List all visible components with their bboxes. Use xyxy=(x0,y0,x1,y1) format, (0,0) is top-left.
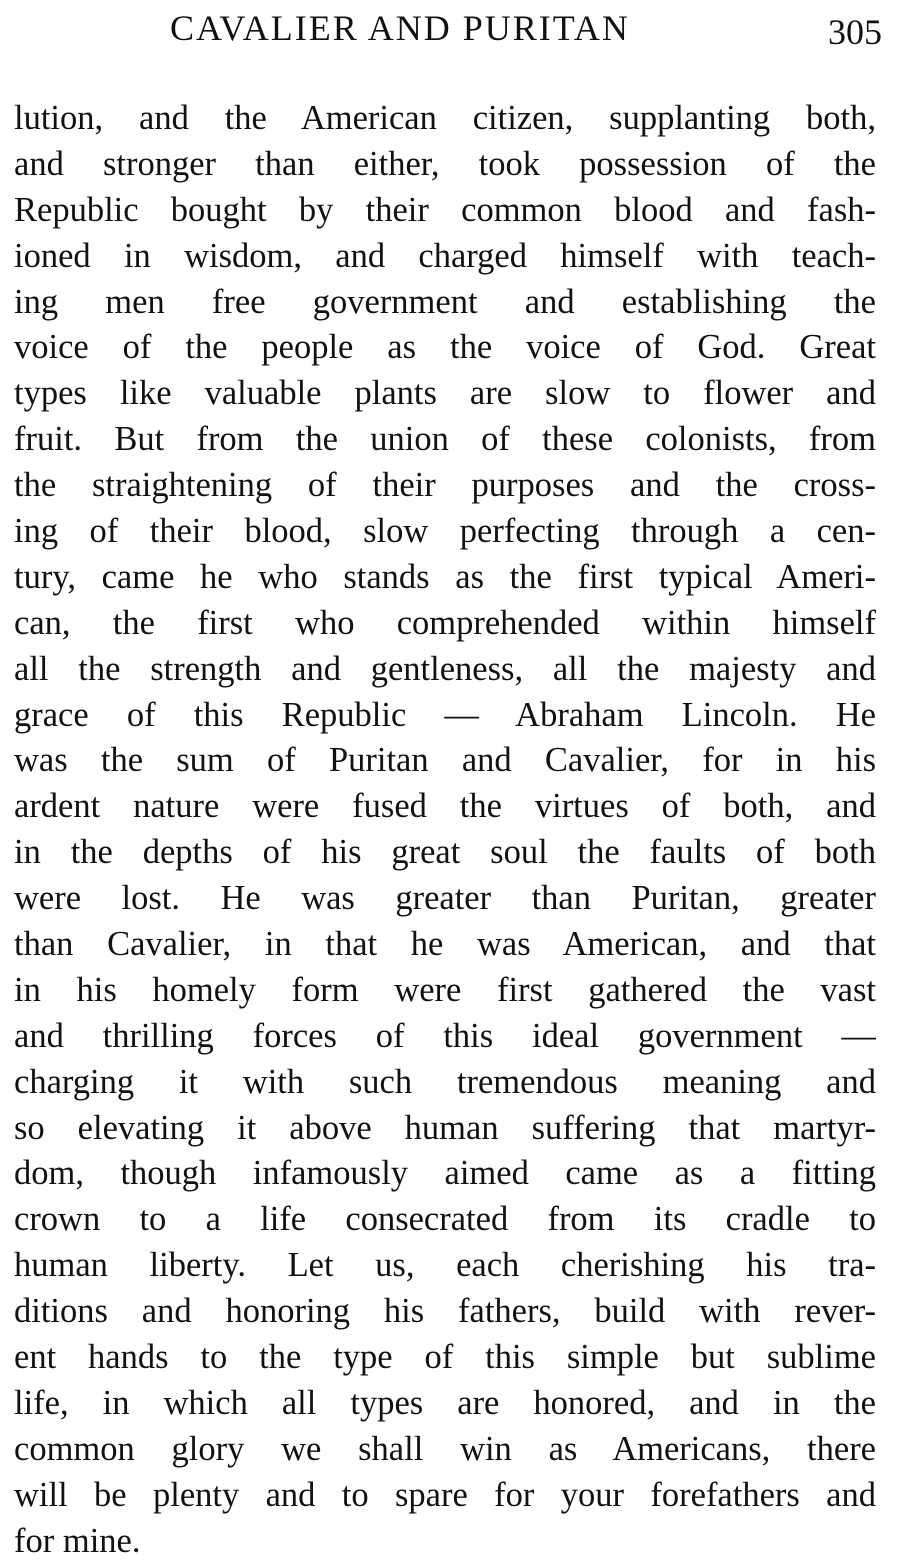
text-line: ing of their blood, slow perfecting through a cen- xyxy=(14,512,876,551)
text-line: life, in which all types are honored, and in the xyxy=(14,1383,876,1422)
text-line: charging it with such tremendous meaning and xyxy=(14,1062,876,1101)
text-line: than Cavalier, in that he was American, and that xyxy=(14,925,876,964)
text-line: grace of this Republic — Abraham Lincoln. He xyxy=(14,695,876,734)
text-line: voice of the people as the voice of God. Great xyxy=(14,328,876,367)
text-line: ioned in wisdom, and charged himself with teach- xyxy=(14,236,876,275)
page-number: 305 xyxy=(828,12,882,52)
running-head xyxy=(0,0,900,70)
text-line: was the sum of Puritan and Cavalier, for in his xyxy=(14,741,876,780)
text-line: can, the first who comprehended within himself xyxy=(14,603,876,642)
text-line: tury, came he who stands as the first typical Ameri- xyxy=(14,557,876,596)
text-line: Republic bought by their common blood and fash- xyxy=(14,190,876,229)
text-line: fruit. But from the union of these colonists, from xyxy=(14,420,876,459)
text-line: dom, though infamously aimed came as a fitting xyxy=(14,1154,876,1193)
text-line: all the strength and gentleness, all the majesty and xyxy=(14,649,876,688)
text-line: and stronger than either, took possession of the xyxy=(14,144,876,183)
text-line: ardent nature were fused the virtues of both, and xyxy=(14,787,876,826)
text-line: will be plenty and to spare for your forefathers and xyxy=(14,1475,876,1514)
text-line: common glory we shall win as Americans, there xyxy=(14,1429,876,1468)
text-line: ditions and honoring his fathers, build with rever- xyxy=(14,1292,876,1331)
text-line: ent hands to the type of this simple but sublime xyxy=(14,1338,876,1377)
text-line: in his homely form were first gathered the vast xyxy=(14,970,876,1009)
text-line: ing men free government and establishing the xyxy=(14,282,876,321)
text-line: in the depths of his great soul the faults of both xyxy=(14,833,876,872)
text-line: lution, and the American citizen, supplanting both, xyxy=(14,99,876,137)
text-line: crown to a life consecrated from its cradle to xyxy=(14,1200,876,1239)
text-line: types like valuable plants are slow to flower and xyxy=(14,374,876,413)
text-line: so elevating it above human suffering that martyr- xyxy=(14,1108,876,1147)
text-line: the straightening of their purposes and the cross- xyxy=(14,466,876,505)
text-line: for mine. xyxy=(14,1521,141,1560)
text-line: and thrilling forces of this ideal government — xyxy=(14,1016,876,1055)
text-line: human liberty. Let us, each cherishing his tra- xyxy=(14,1246,876,1285)
text-line: were lost. He was greater than Puritan, greater xyxy=(14,879,876,918)
running-title: CAVALIER AND PURITAN xyxy=(170,8,630,48)
body-text xyxy=(14,96,876,1565)
